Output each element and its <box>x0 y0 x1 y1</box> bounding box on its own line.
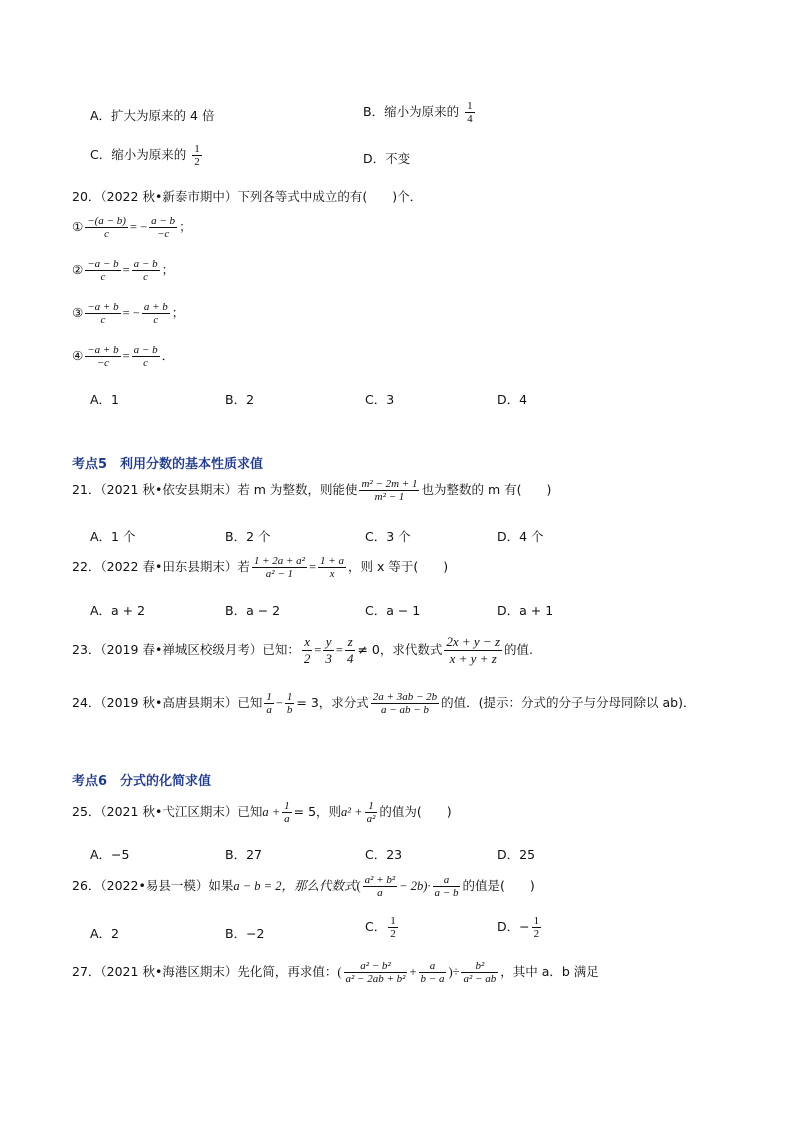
fraction: $\frac{1}{a}$ <box>284 800 290 825</box>
q20-item-3: ③ $\frac{-a + b}{c}$ = − $\frac{a + b}{c}$ ； <box>72 301 185 326</box>
section-heading-6: 考点6 分式的化简求值 <box>72 774 212 789</box>
fraction: $\frac{-a + b}{c}$ <box>87 301 119 326</box>
fraction: $\frac{a}{a - b}$ <box>434 874 459 899</box>
q21-option-b: B．2 个 <box>225 529 271 544</box>
fraction: $\frac{1}{a}$ <box>266 691 272 716</box>
q25-option-b: B．27 <box>225 847 262 862</box>
q20-item-2: ② $\frac{-a - b}{c}$ = $\frac{a - b}{c}$ ； <box>72 258 175 283</box>
q19-option-d: D．不变 <box>363 151 411 166</box>
q19-option-c-text: C．缩小为原来的 <box>90 147 187 162</box>
q19-option-b <box>363 100 477 125</box>
fraction: $\frac{1}{4}$ <box>467 100 473 125</box>
q27-stem: 27．（2021 秋•海港区期末）先化简，再求值：( $\frac{\text{a² − b²}}{\text{a² − 2ab + b²}}$ + $\frac{a}{b - a}$ )÷ $\frac{\text{b²}}{\text{a² − ab}}$ ，其中 a．b 满足 <box>72 960 599 985</box>
fraction: $\frac{1}{2}$ <box>390 915 396 940</box>
q26-option-b: B．−2 <box>225 926 265 941</box>
q21-option-a: A．1 个 <box>90 529 136 544</box>
q23-stem: 23．（2019 春•禅城区校级月考）已知： $\frac{x}{2}$ = $\frac{y}{3}$ = $\frac{z}{4}$ ≠ 0，求代数式 $\frac{2x + y - z}{x + y + z}$ 的值. <box>72 634 533 666</box>
q26-stem: 26．（2022•易县一模）如果a − b = 2，那么代数式( $\frac{\text{a² + b²}}{a}$ − 2b)· $\frac{a}{a - b}$ 的值是( ) <box>72 874 535 899</box>
q20-option-c: C．3 <box>365 392 395 407</box>
q26-option-d: D．− $\frac{1}{2}$ <box>497 915 540 940</box>
q22-option-a: A．a + 2 <box>90 603 146 618</box>
fraction: $\frac{a - b}{-c}$ <box>151 215 176 240</box>
section-heading-5: 考点5 利用分数的基本性质求值 <box>72 457 264 472</box>
fraction: $\frac{a - b}{c}$ <box>133 344 158 369</box>
fraction: $\frac{1 + a}{x}$ <box>320 555 344 580</box>
q25-option-d: D．25 <box>497 847 536 862</box>
q19-option-b-text: B．缩小为原来的 <box>363 104 460 119</box>
q20-option-a: A．1 <box>90 392 120 407</box>
q26-option-c: C． $\frac{1}{2}$ <box>365 915 396 940</box>
q20-option-b: B．2 <box>225 392 255 407</box>
q24-stem: 24．（2019 秋•高唐县期末）已知 $\frac{1}{a}$ − $\frac{1}{b}$ = 3，求分式 $\frac{2a + 3ab - 2b}{a - ab - b}$ 的值．(提示：分式的分子与分母同除以 ab)． <box>72 691 696 716</box>
fraction: $\frac{y}{3}$ <box>325 634 332 666</box>
fraction: $\frac{z}{4}$ <box>346 634 354 666</box>
fraction: $\frac{a}{b - a}$ <box>420 960 445 985</box>
q21-stem: 21．（2021 秋•依安县期末）若 m 为整数，则能使 $\frac{\text{m² − 2m + 1}}{\text{m² − 1}}$ 也为整数的 m 有( ) <box>72 478 552 503</box>
fraction: $\frac{\text{m² − 2m + 1}}{\text{m² − 1}}$ <box>361 478 418 503</box>
fraction: $\frac{\text{a² − b²}}{\text{a² − 2ab + b²}}$ <box>345 960 406 985</box>
fraction: $\frac{\text{a² + b²}}{a}$ <box>364 874 396 899</box>
q19-option-c <box>90 143 204 168</box>
q22-option-c: C．a − 1 <box>365 603 421 618</box>
q21-option-d: D．4 个 <box>497 529 544 544</box>
q25-option-a: A．−5 <box>90 847 130 862</box>
fraction: $\frac{1}{b}$ <box>286 691 293 716</box>
q21-option-c: C．3 个 <box>365 529 411 544</box>
q19-option-a: A．扩大为原来的 4 倍 <box>90 108 215 123</box>
q22-option-d: D．a + 1 <box>497 603 554 618</box>
fraction: $\frac{2a + 3ab - 2b}{a - ab - b}$ <box>372 691 438 716</box>
q20-option-d: D．4 <box>497 392 528 407</box>
q20-stem: 20．（2022 秋•新泰市期中）下列各等式中成立的有( )个． <box>72 189 423 204</box>
q26-option-a: A．2 <box>90 926 120 941</box>
q20-item-4: ④ $\frac{-a + b}{-c}$ = $\frac{a - b}{c}$ ． <box>72 344 175 369</box>
q20-item-1: ① $\frac{-(a - b)}{c}$ = − $\frac{a - b}{-c}$ ； <box>72 215 192 240</box>
q25-stem: 25．（2021 秋•弋江区期末）已知a + $\frac{1}{a}$ = 5，则a² + $\frac{1}{\text{a²}}$ 的值为( ) <box>72 800 452 825</box>
fraction: $\frac{\text{b²}}{\text{a² − ab}}$ <box>463 960 497 985</box>
fraction: $\frac{-a + b}{-c}$ <box>87 344 119 369</box>
fraction: $\frac{\text{1 + 2a + a²}}{\text{a² − 1}}$ <box>253 555 305 580</box>
q22-option-b: B．a − 2 <box>225 603 281 618</box>
q25-option-c: C．23 <box>365 847 403 862</box>
fraction: $\frac{x}{2}$ <box>303 634 311 666</box>
fraction: $\frac{1}{2}$ <box>194 143 200 168</box>
fraction: $\frac{2x + y - z}{x + y + z}$ <box>446 634 501 666</box>
q22-stem: 22．（2022 春•田东县期末）若 $\frac{\text{1 + 2a + a²}}{\text{a² − 1}}$ = $\frac{1 + a}{x}$ ，则 x 等于( ) <box>72 555 449 580</box>
fraction: $\frac{1}{\text{a²}}$ <box>366 800 376 825</box>
fraction: $\frac{-(a - b)}{c}$ <box>87 215 126 240</box>
fraction: $\frac{a + b}{c}$ <box>143 301 168 326</box>
fraction: $\frac{a - b}{c}$ <box>133 258 158 283</box>
fraction: $\frac{1}{2}$ <box>533 915 540 940</box>
fraction: $\frac{-a - b}{c}$ <box>87 258 119 283</box>
